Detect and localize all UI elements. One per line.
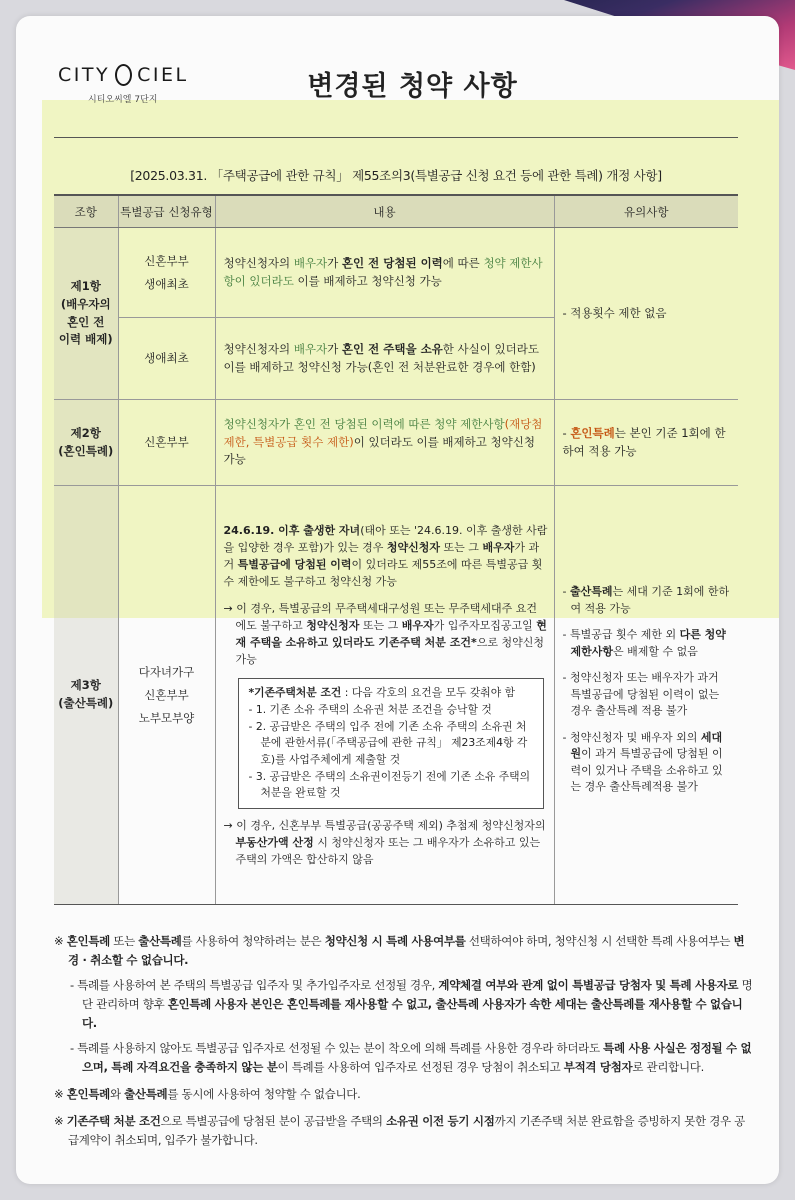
text: 까지 기존주택 처분 완료함을 증빙하지 못한 경우 공급계약이 취소되며, 입주가 불가합니다. [68, 1113, 745, 1147]
text: 를 사용하여 청약하려는 분은 [181, 934, 325, 948]
note-cell [554, 400, 738, 486]
changes-table [54, 194, 738, 905]
text: : 다음 각호의 요건을 모두 갖춰야 함 [341, 686, 516, 700]
text: - 특별공급 횟수 제한 외 [562, 628, 680, 642]
table-row [54, 400, 738, 486]
text: 청약신청자의 [223, 341, 294, 356]
arrow-note-property-value [224, 817, 548, 868]
type-label: 신혼부부 [144, 687, 189, 702]
text-bold: 기존주택 처분 조건 [66, 1113, 161, 1128]
text: 이 특례를 사용하여 입주자로 선정된 경우 당첨이 취소되고 [277, 1059, 564, 1074]
text: → 이 경우, 신혼부부 특별공급(공공주택 제외) 추첨제 청약신청자의 [223, 819, 546, 833]
condition-item: - 1. 기존 소유 주택의 소유권 처분 조건을 승낙할 것 [248, 702, 492, 716]
title-divider [54, 137, 738, 138]
table-row [54, 486, 738, 905]
text-bold: 부동산가액 산정 [235, 836, 314, 850]
text-bold: 청약신청 시 특례 사용여부를 [324, 934, 466, 948]
text-green: 배우자 [293, 255, 328, 270]
text: 또는 그 [440, 540, 483, 554]
clause-line: 이력 배제) [58, 332, 113, 347]
text: 이 있더라도 이를 배제하고 청약신청 가능 [223, 434, 535, 467]
text-orange: (재당첨 제한, 특별공급 횟수 제한) [223, 416, 543, 449]
logo-subtitle: 시티오씨엘 7단지 [88, 95, 158, 105]
text: 시 청약신청자 또는 그 배우자가 소유하고 있는 주택의 가액은 합산하지 않음 [235, 836, 541, 867]
text: 가 입주자모집공고일 [433, 618, 537, 632]
text: 이 과거 특별공급에 당첨된 이력이 있거나 주택을 소유하고 있는 경우 출산특례적용 불가 [570, 747, 723, 794]
text: - 특례를 사용하지 않아도 특별공급 입주자로 선정될 수 있는 분이 착오에 의해 특례를 사용한 경우라 하더라도 [70, 1040, 604, 1055]
text: - [562, 585, 570, 599]
text: - [562, 425, 571, 440]
text-bold: 부적격 당첨자 [563, 1059, 633, 1074]
text: ※ [54, 934, 67, 948]
text: → 이 경우, 특별공급의 무주택세대구성원 또는 무주택세대주 요건에도 불구하고 [223, 601, 537, 632]
type-label: 다자녀가구 [138, 664, 195, 679]
header-clause: 조항 [54, 195, 118, 228]
text: 또는 그 [359, 618, 402, 632]
content-cell [215, 486, 554, 905]
clause-line: 제3항 [70, 678, 101, 693]
clause-1-cell [54, 228, 118, 400]
text-green: 배우자 [293, 341, 328, 356]
text-bold: 청약신청자 [306, 618, 360, 632]
page-title: 변경된 청약 사항 [307, 71, 518, 102]
text: (태아 또는 '24.6.19. 이후 출생한 사람을 입양한 경우 포함)가 있는 경우 [223, 523, 548, 554]
header-content: 내용 [215, 195, 554, 228]
type-cell: 생애최초 [118, 318, 215, 400]
clause-line: 제2항 [70, 425, 101, 440]
text: 으로 청약신청 가능 [235, 635, 545, 666]
text-bold: 출산특례 [124, 1086, 168, 1101]
arrow-note-housing [224, 600, 548, 668]
type-label: 신혼부부 [144, 253, 189, 268]
text: 이를 배제하고 청약신청 가능 [293, 273, 442, 288]
logo-text-right: CIEL [137, 64, 189, 86]
text: 은 배제할 수 없음 [613, 644, 698, 658]
footnotes [54, 932, 754, 1156]
text: ※ [54, 1113, 67, 1128]
clause-line: (출산특례) [58, 696, 114, 710]
text-bold: 변경 · 취소할 수 없습니다. [68, 934, 745, 967]
text-bold: 배우자 [401, 618, 434, 632]
text-bold: 24.6.19. 이후 출생한 자녀 [223, 523, 361, 537]
text-bold: 혼인 전 당첨된 이력 [341, 255, 443, 270]
type-cell [118, 228, 215, 318]
condition-item: - 2. 공급받은 주택의 입주 전에 기존 소유 주택의 소유권 처분에 관한서류(「주택공급에 관한 규칙」 제23조제4항 각 호)를 사업주체에게 제출할 것 [248, 719, 528, 766]
text: 청약신청자의 [223, 255, 294, 270]
text: 와 [109, 1086, 125, 1101]
condition-heading [249, 685, 535, 702]
text-bold: 세대원 [570, 730, 723, 761]
text-green: 청약 제한사항이 있더라도 [223, 255, 543, 288]
list-item [563, 730, 731, 796]
text-bold: 출산특례 [569, 585, 613, 599]
text: 가 과거 [223, 540, 540, 571]
text-bold: 혼인특례 사용자 본인은 혼인특례를 재사용할 수 없고, 출산특례 사용자가 속한 세대는 출산특례를 재사용할 수 없습니다. [82, 996, 743, 1030]
text-bold: 특례 사용 사실은 정정될 수 없으며, 특례 자격요건을 충족하지 않는 분 [82, 1040, 752, 1074]
text-bold: 계약체결 여부와 관계 없이 특별공급 당첨자 및 특례 사용자로 [438, 977, 739, 992]
content-cell [215, 400, 554, 486]
text-bold: *기존주택처분 조건 [248, 686, 342, 700]
text-green: 청약신청자가 혼인 전 당첨된 이력에 따른 청약 제한사항 [223, 416, 505, 431]
text-bold: 혼인 전 주택을 소유 [341, 341, 443, 356]
text: 는 세대 기준 1회에 한하여 적용 가능 [570, 585, 730, 615]
text: 가 [327, 341, 342, 356]
clause-3-cell [54, 486, 118, 905]
disposal-condition-box [238, 678, 544, 809]
text-bold: 혼인특례 [66, 934, 110, 948]
footnote-sub-mistake [54, 1039, 754, 1077]
header-notes: 유의사항 [554, 195, 738, 228]
clause-line: 혼인 전 [67, 314, 105, 329]
note-cell: - 적용횟수 제한 없음 [554, 228, 738, 400]
text-bold: 청약신청자 [386, 540, 441, 554]
text: ※ [54, 1086, 67, 1101]
clause-2-cell [54, 400, 118, 486]
footnote-sub-reuse [54, 976, 754, 1033]
text-bold: 배우자 [482, 540, 515, 554]
text-orange: 혼인특례 [570, 425, 615, 440]
text-bold: 소유권 이전 등기 시점 [386, 1113, 495, 1128]
text: 가 [327, 255, 342, 270]
text: 는 본인 기준 1회에 한하여 적용 가능 [562, 425, 726, 458]
text: 선택하여야 하며, 청약신청 시 선택한 특례 사용여부는 [465, 934, 734, 948]
text: 로 관리합니다. [632, 1059, 704, 1074]
text-bold: 특별공급에 당첨된 이력 [237, 557, 352, 571]
header-type: 특별공급 신청유형 [118, 195, 215, 228]
regulation-subtitle: [2025.03.31. 「주택공급에 관한 규칙」 제55조의3(특별공급 신청 요건 등에 관한 특례) 개정 사항] [130, 168, 662, 183]
clause-line: (혼인특례) [58, 443, 114, 458]
footnote-disposal-cancel [54, 1112, 754, 1150]
type-label: 노부모부양 [138, 710, 195, 725]
footnote-no-combination [54, 1085, 754, 1104]
text-bold: 다른 청약 제한사항 [570, 628, 726, 658]
text: - 청약신청자 및 배우자 외의 [562, 730, 701, 744]
text: 를 동시에 사용하여 청약할 수 없습니다. [167, 1086, 361, 1101]
logo-text-left: CITY [58, 64, 111, 86]
note-cell [554, 486, 738, 905]
content-cell [215, 228, 554, 318]
condition-item: - 3. 공급받은 주택의 소유권이전등기 전에 기존 소유 주택의 처분을 완료할 것 [248, 769, 531, 800]
table-header-row [54, 195, 738, 228]
footnote-special-selection [54, 932, 754, 970]
text: - 특례를 사용하여 본 주택의 특별공급 입주자 및 추가입주자로 선정될 경우, [70, 977, 439, 992]
text: 명단 관리하며 향후 [82, 977, 753, 1011]
clause-line: (배우자의 [60, 296, 111, 311]
birth-notes-list [563, 584, 731, 796]
document-sheet [16, 16, 779, 1184]
text-bold: 출산특례 [138, 934, 182, 948]
type-cell: 신혼부부 [118, 400, 215, 486]
text: - 청약신청자 또는 배우자가 과거 특별공급에 당첨된 이력이 없는 경우 출산특례 적용 불가 [562, 671, 720, 718]
type-label: 생애최초 [144, 276, 189, 291]
text: 또는 [109, 934, 139, 948]
birth-exception-text [224, 522, 548, 590]
text-bold: 혼인특례 [66, 1086, 110, 1101]
text: 한 사실이 있더라도 이를 배제하고 청약신청 가능(혼인 전 처분완료한 경우에 한함) [223, 341, 539, 374]
list-item [563, 584, 731, 617]
text: 이 있더라도 제55조에 따른 특별공급 횟수 제한에도 불구하고 청약신청 가능 [223, 557, 543, 588]
list-item [563, 670, 731, 720]
text: 으로 특별공급에 당첨된 분이 공급받을 주택의 [160, 1113, 387, 1128]
table-row [54, 228, 738, 318]
clause-line: 제1항 [70, 278, 101, 293]
content-cell [215, 318, 554, 400]
text-bold: 현재 주택을 소유하고 있더라도 기존주택 처분 조건* [235, 618, 547, 649]
type-cell [118, 486, 215, 905]
text: 에 따른 [442, 255, 484, 270]
list-item [563, 627, 731, 660]
